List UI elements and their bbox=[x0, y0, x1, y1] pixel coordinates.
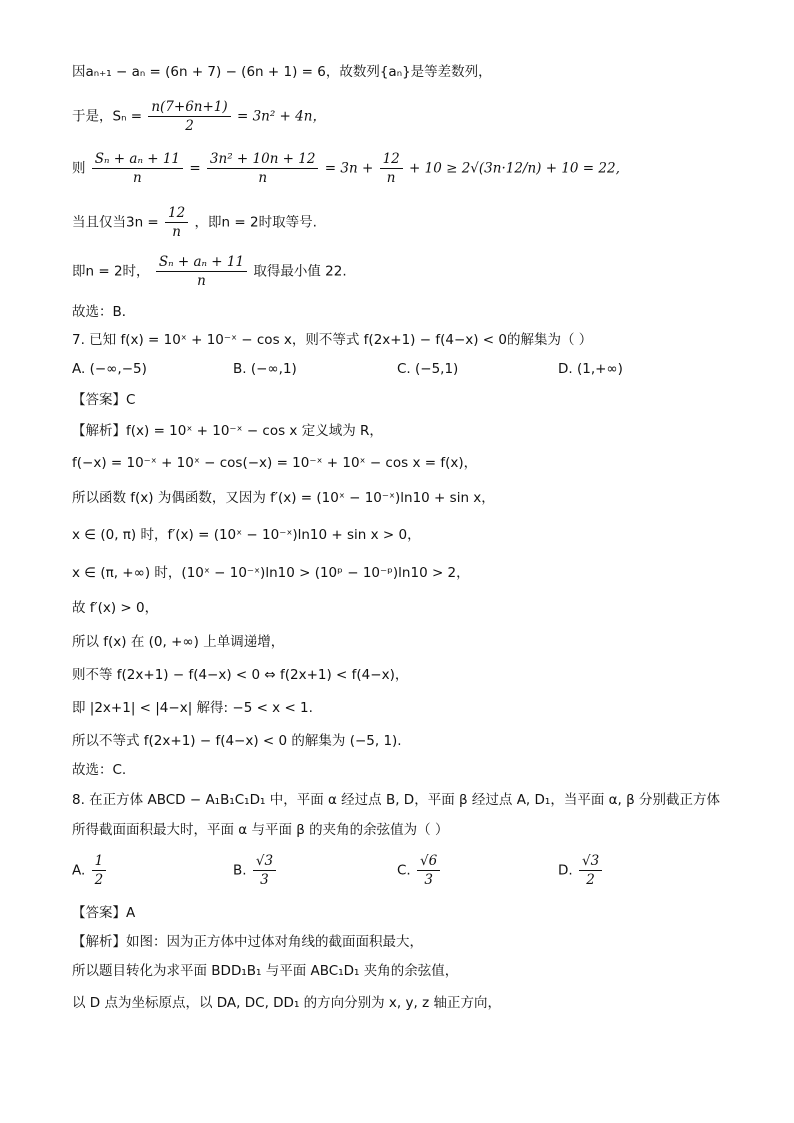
fraction bbox=[207, 150, 319, 187]
fraction bbox=[92, 852, 107, 889]
denominator: 2 bbox=[586, 872, 595, 888]
numerator: Sₙ + aₙ + 11 bbox=[92, 150, 183, 169]
text: ，即n = 2时取等号. bbox=[194, 214, 317, 231]
q7-option-c: C. (−5,1) bbox=[397, 361, 459, 377]
option-label: D. bbox=[558, 862, 573, 879]
line-equality-condition bbox=[72, 204, 754, 241]
line-arith-seq: 因aₙ₊₁ − aₙ = (6n + 7) − (6n + 1) = 6，故数列{aₙ}是等差数列， bbox=[72, 64, 492, 80]
fraction bbox=[417, 852, 440, 889]
fraction bbox=[380, 150, 403, 187]
text: 则 bbox=[72, 160, 86, 177]
q7-solution-line: 即 |2x+1| < |4−x| 解得: −5 < x < 1. bbox=[72, 700, 313, 716]
line-choice-b: 故选：B． bbox=[72, 304, 136, 320]
fraction bbox=[92, 150, 183, 187]
option-label: A. bbox=[72, 862, 86, 879]
fraction bbox=[579, 852, 602, 889]
text: 取得最小值 22. bbox=[253, 263, 347, 280]
question-8: 8. 在正方体 ABCD − A₁B₁C₁D₁ 中，平面 α 经过点 B, D，平面 β 经过点 A, D₁，当平面 α, β 分别截正方体 bbox=[72, 792, 720, 808]
numerator: Sₙ + aₙ + 11 bbox=[156, 253, 247, 272]
q8-option-d bbox=[558, 852, 604, 889]
text: + 10 ≥ 2√(3n·12/n) + 10 = 22, bbox=[409, 160, 620, 177]
q8-solution-line: 以 D 点为坐标原点，以 DA, DC, DD₁ 的方向分别为 x, y, z 轴正方向， bbox=[72, 995, 501, 1011]
option-label: C. bbox=[397, 862, 411, 879]
numerator: 1 bbox=[92, 852, 107, 871]
numerator: 12 bbox=[165, 204, 188, 223]
denominator: n bbox=[386, 170, 396, 186]
denominator: 3 bbox=[260, 872, 269, 888]
denominator: 2 bbox=[185, 118, 194, 134]
numerator: √3 bbox=[579, 852, 602, 871]
fraction bbox=[165, 204, 188, 241]
numerator: n(7+6n+1) bbox=[148, 98, 230, 117]
q8-option-a bbox=[72, 852, 108, 889]
fraction bbox=[253, 852, 276, 889]
q7-solution-line: 故选：C. bbox=[72, 762, 127, 778]
q8-solution-line: 所以题目转化为求平面 BDD₁B₁ 与平面 ABC₁D₁ 夹角的余弦值， bbox=[72, 963, 459, 979]
line-minimum bbox=[72, 253, 754, 290]
numerator: √6 bbox=[417, 852, 440, 871]
q7-option-a: A. (−∞,−5) bbox=[72, 361, 147, 377]
q7-option-d: D. (1,+∞) bbox=[558, 361, 623, 377]
question-7: 7. 已知 f(x) = 10ˣ + 10⁻ˣ − cos x，则不等式 f(2x+1) − f(4−x) < 0的解集为（ ） bbox=[72, 332, 593, 348]
question-8-cont: 所得截面面积最大时，平面 α 与平面 β 的夹角的余弦值为（ ） bbox=[72, 822, 449, 838]
q7-option-b: B. (−∞,1) bbox=[233, 361, 297, 377]
denominator: 2 bbox=[94, 872, 104, 888]
numerator: 12 bbox=[380, 150, 403, 169]
denominator: n bbox=[258, 170, 268, 186]
text: = 3n² + 4n， bbox=[236, 108, 326, 125]
fraction bbox=[148, 98, 230, 135]
q7-solution-line: f(−x) = 10⁻ˣ + 10ˣ − cos(−x) = 10⁻ˣ + 10ˣ − cos x = f(x)， bbox=[72, 455, 478, 471]
denominator: n bbox=[172, 224, 181, 240]
q8-answer: 【答案】A bbox=[72, 905, 136, 921]
denominator: 3 bbox=[424, 872, 433, 888]
line-sum-formula bbox=[72, 98, 754, 135]
q7-solution-line: 【解析】f(x) = 10ˣ + 10⁻ˣ − cos x 定义域为 R， bbox=[72, 423, 383, 439]
q7-solution-line: 则不等 f(2x+1) − f(4−x) < 0 ⇔ f(2x+1) < f(4−x)， bbox=[72, 667, 409, 683]
text: 于是，Sₙ = bbox=[72, 108, 147, 125]
q7-solution-line: 所以 f(x) 在 (0, +∞) 上单调递增， bbox=[72, 634, 285, 650]
q8-option-c bbox=[397, 852, 442, 889]
q7-solution-line: 故 f′(x) > 0， bbox=[72, 600, 159, 616]
q7-solution-line: 所以不等式 f(2x+1) − f(4−x) < 0 的解集为 (−5, 1). bbox=[72, 733, 402, 749]
numerator: √3 bbox=[253, 852, 276, 871]
line-inequality: 则 $\frac{\text{Sₙ + aₙ + 11}}{n}$ = $\frac{\text{3n² + 10n + 12}}{n}$ = 3n + $\frac{12}{n}$ + 10 ≥ 2√(3n·12/n) + 10 = 22, bbox=[72, 151, 620, 186]
text: 即n = 2时， bbox=[72, 263, 150, 280]
q7-answer: 【答案】C bbox=[72, 392, 136, 408]
option-label: B. bbox=[233, 862, 247, 879]
denominator: n bbox=[197, 273, 206, 289]
q8-option-b bbox=[233, 852, 278, 889]
q7-solution-line: x ∈ (π, +∞) 时，(10ˣ − 10⁻ˣ)ln10 > (10ᵖ − 10⁻ᵖ)ln10 > 2， bbox=[72, 565, 470, 581]
text: = 3n + bbox=[324, 160, 374, 177]
q8-solution-line: 【解析】如图：因为正方体中过体对角线的截面面积最大， bbox=[72, 934, 423, 950]
fraction bbox=[156, 253, 247, 290]
q7-solution-line: 所以函数 f(x) 为偶函数，又因为 f′(x) = (10ˣ − 10⁻ˣ)ln10 + sin x， bbox=[72, 490, 495, 506]
q7-solution-line: x ∈ (0, π) 时，f′(x) = (10ˣ − 10⁻ˣ)ln10 + sin x > 0， bbox=[72, 527, 421, 543]
numerator: 3n² + 10n + 12 bbox=[207, 150, 319, 169]
text: 当且仅当3n = bbox=[72, 214, 159, 231]
denominator: n bbox=[133, 170, 142, 186]
